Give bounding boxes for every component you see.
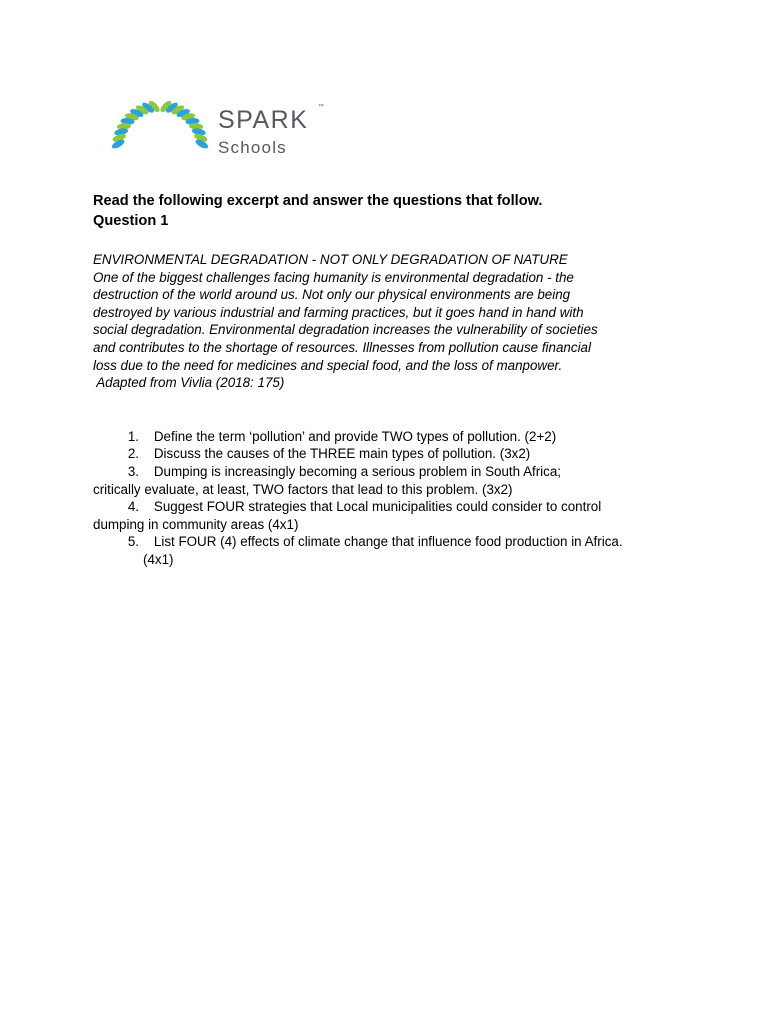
worksheet-content: [93, 192, 653, 569]
question-number: 5.: [127, 534, 139, 550]
question-text: Dumping is increasingly becoming a serious problem in South Africa;: [153, 463, 562, 479]
instructions-line: Read the following excerpt and answer the questions that follow.: [93, 193, 543, 209]
question-number: 3.: [127, 463, 139, 479]
excerpt-title: ENVIRONMENTAL DEGRADATION - NOT ONLY DEGRADATION OF NATURE: [93, 252, 568, 267]
question-item: [93, 428, 653, 446]
excerpt-line: destruction of the world around us. Not only our physical environments are being: [93, 287, 571, 303]
excerpt-line: and contributes to the shortage of resources. Illnesses from pollution cause financial: [93, 339, 591, 355]
excerpt-line: destroyed by various industrial and farming practices, but it goes hand in hand with: [93, 304, 584, 320]
question-heading: Question 1: [93, 212, 169, 229]
question-item: [93, 445, 653, 463]
question-text: Define the term ‘pollution’ and provide TWO types of pollution. (2+2): [153, 428, 557, 444]
excerpt-line: loss due to the need for medicines and special food, and the loss of manpower.: [93, 357, 563, 373]
question-number: 4.: [127, 499, 139, 515]
question-item: [93, 463, 653, 481]
instructions-heading: [93, 192, 653, 231]
question-item: [93, 533, 653, 551]
question-text: List FOUR (4) effects of climate change that influence food production in Africa.: [153, 534, 623, 550]
spark-schools-logo: [108, 90, 338, 174]
question-text: Suggest FOUR strategies that Local municipalities could consider to control: [153, 499, 602, 515]
laurel-wreath-icon: [108, 90, 212, 174]
question-number: 1.: [127, 428, 139, 444]
brand-name: SPARK: [218, 106, 309, 134]
excerpt-source: Adapted from Vivlia (2018: 175): [93, 375, 285, 391]
question-continuation: dumping in community areas (4x1): [93, 516, 299, 532]
question-item: [93, 498, 653, 516]
question-text: Discuss the causes of the THREE main types of pollution. (3x2): [153, 446, 531, 462]
excerpt-line: social degradation. Environmental degradation increases the vulnerability of societies: [93, 322, 598, 338]
excerpt-line: One of the biggest challenges facing humanity is environmental degradation - the: [93, 269, 574, 285]
brand-text: [218, 104, 324, 157]
brand-subtitle: Schools: [218, 138, 287, 157]
question-number: 2.: [127, 446, 139, 462]
question-list: [93, 428, 653, 569]
question-continuation: critically evaluate, at least, TWO factors that lead to this problem. (3x2): [93, 481, 513, 497]
question-continuation: (4x1): [143, 551, 174, 567]
excerpt-passage: [93, 251, 653, 392]
trademark-mark: ™: [318, 104, 324, 110]
